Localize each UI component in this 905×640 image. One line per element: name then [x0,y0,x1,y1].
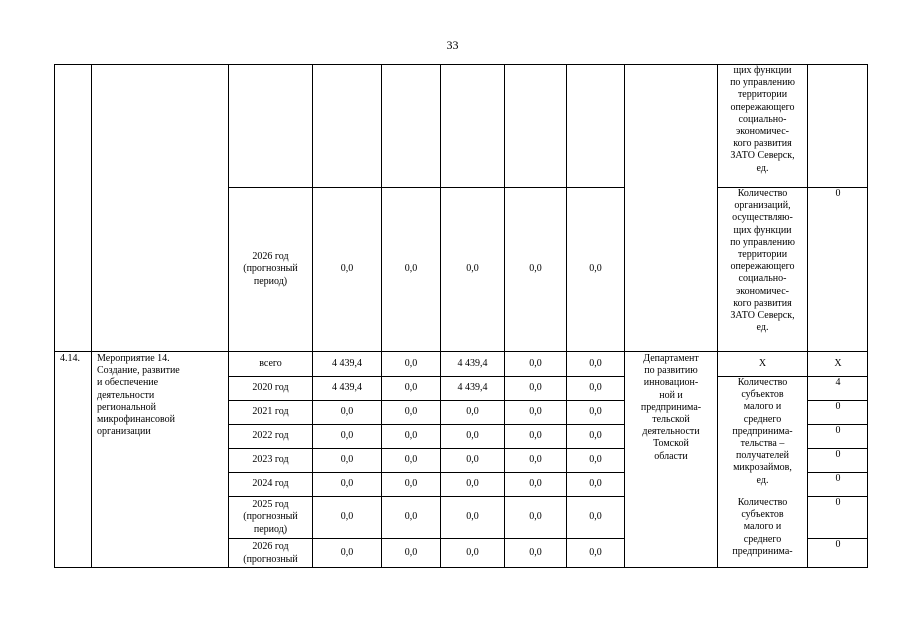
period-cell [229,425,312,448]
text-line: малого и [743,401,782,413]
text-line: тельства – [740,438,785,450]
measure-number: 4.14. [60,353,80,364]
text-line: деятельности [97,389,155,401]
text-line: Количество [737,497,788,508]
value-cell: 0,0 [529,478,542,490]
text-line: опережающего [730,261,795,273]
text-line: микрозаймов, [733,462,792,474]
value-cell: 0,0 [404,406,418,418]
value-cell: 0,0 [466,547,479,559]
value-cell: 0,0 [340,406,354,418]
value-cell: 0,0 [529,454,542,466]
target-value: 0 [835,449,841,460]
text-line: Томской [653,438,689,450]
text-line: ед. [756,474,769,486]
text-line: социально- [738,113,787,125]
value-cell: 4 439,4 [332,382,362,394]
text-line: по управлению [730,77,795,89]
text-line: ЗАТО Северск, [730,150,795,162]
value-cell: 0,0 [529,406,542,418]
text-line: щих функции [733,65,792,76]
value-cell: 0,0 [404,430,418,442]
target-value: 0 [835,473,841,484]
text-line: субъектов [741,389,784,401]
text-line: 2023 год [252,454,289,466]
text-line: ед. [756,162,769,174]
text-line: Создание, развитие [97,365,180,377]
target-value: 0 [835,188,841,199]
text-line: Департамент [643,353,699,364]
text-line: субъектов [741,509,784,521]
text-line: 2020 год [252,382,289,394]
text-line: период) [253,523,288,535]
text-line: период) [253,275,288,287]
value-cell: 0,0 [404,382,418,394]
text-line: всего [259,357,282,369]
value-cell: 0,0 [466,511,479,523]
period-cell [229,377,312,400]
value-cell: 0,0 [589,478,602,490]
indicator-total: Х [758,357,767,369]
text-line: тельской [652,414,690,426]
period-cell [229,497,312,538]
value-cell: 0,0 [589,430,602,442]
page-number: 33 [446,38,459,52]
text-line: ед. [756,322,769,334]
indicator-borrowers-next [718,497,807,568]
value-cell: 0,0 [466,263,479,275]
value-cell: 0,0 [466,478,479,490]
value-cell: 0,0 [529,547,542,559]
target-value: 0 [835,425,841,436]
text-line: среднего [743,413,782,425]
indicator-continuation [718,65,807,187]
text-line: микрофинансовой [97,414,175,426]
period-cell [229,352,312,376]
text-line: (прогнозный [243,511,298,523]
text-line: предпринима- [640,401,702,413]
period-cell [229,449,312,472]
text-line: территории [737,89,788,101]
value-cell: 0,0 [529,511,542,523]
text-line: малого и [743,521,782,533]
value-cell: 0,0 [529,357,542,369]
value-cell: 4 439,4 [457,357,488,369]
text-line: ЗАТО Северск, [730,310,795,322]
value-cell: 0,0 [404,454,418,466]
text-line: социально- [738,273,787,285]
text-line: (прогнозный [243,553,298,565]
target-value: 0 [835,497,841,508]
value-cell: 0,0 [340,547,354,559]
target-value: 0 [835,539,841,550]
text-line: региональной [97,401,157,413]
text-line: осуществляю- [732,212,793,224]
data-table [54,64,868,568]
text-line: инновацион- [643,377,699,389]
value-cell: 0,0 [589,357,602,369]
text-line: Мероприятие 14. [97,353,170,364]
measure-name [97,353,228,453]
text-line: 2026 год [252,251,289,263]
value-cell: 0,0 [404,478,418,490]
text-line: 2025 год [252,499,289,511]
text-line: экономичес- [736,285,789,297]
text-line: 2026 год [252,541,289,553]
value-cell: 0,0 [589,547,602,559]
text-line: кого развития [733,297,792,309]
text-line: 2024 год [252,478,289,490]
text-line: кого развития [733,138,792,150]
target-value: 4 [835,377,841,388]
text-line: организаций, [734,200,791,212]
indicator-organizations [718,188,807,351]
period-cell [229,473,312,496]
value-cell: 0,0 [404,263,418,275]
text-line: предпринима- [732,545,793,557]
value-cell: 0,0 [340,478,354,490]
value-cell: 0,0 [589,406,602,418]
text-line: Количество [737,377,788,388]
text-line: щих функции [733,224,792,236]
value-cell: 0,0 [466,454,479,466]
text-line: среднего [743,533,782,545]
text-line: и обеспечение [97,377,159,389]
text-line: деятельности [642,426,700,438]
measure-executor [625,353,717,483]
value-cell: 0,0 [340,454,354,466]
period-2026 [229,188,312,351]
text-line: получателей [735,450,789,462]
value-cell: 0,0 [589,382,602,394]
value-cell: 0,0 [589,454,602,466]
value-cell: 4 439,4 [332,357,362,369]
text-line: организации [97,426,151,438]
text-line: Количество [737,188,788,199]
value-cell: 0,0 [466,430,479,442]
text-line: территории [737,249,788,261]
period-cell [229,401,312,424]
value-cell: 0,0 [466,406,479,418]
period-cell [229,539,312,568]
value-cell: 0,0 [404,547,418,559]
value-cell: 0,0 [529,430,542,442]
value-cell: 4 439,4 [457,382,488,394]
text-line: области [654,450,688,462]
value-cell: 0,0 [404,357,418,369]
value-cell: 0,0 [589,511,602,523]
value-cell: 0,0 [589,263,602,275]
value-cell: 0,0 [529,382,542,394]
target-total: Х [834,357,842,369]
value-cell: 0,0 [404,511,418,523]
text-line: ной и [659,389,683,401]
text-line: 2021 год [252,406,289,418]
text-line: по управлению [730,236,795,248]
text-line: (прогнозный [243,263,298,275]
text-line: по развитию [644,365,698,377]
indicator-borrowers [718,377,807,495]
value-cell: 0,0 [340,263,354,275]
text-line: предпринима- [732,425,793,437]
text-line: 2022 год [252,430,289,442]
target-value: 0 [835,401,841,412]
text-line: опережающего [730,101,795,113]
value-cell: 0,0 [340,430,354,442]
value-cell: 0,0 [529,263,542,275]
text-line: экономичес- [736,126,789,138]
value-cell: 0,0 [340,511,354,523]
